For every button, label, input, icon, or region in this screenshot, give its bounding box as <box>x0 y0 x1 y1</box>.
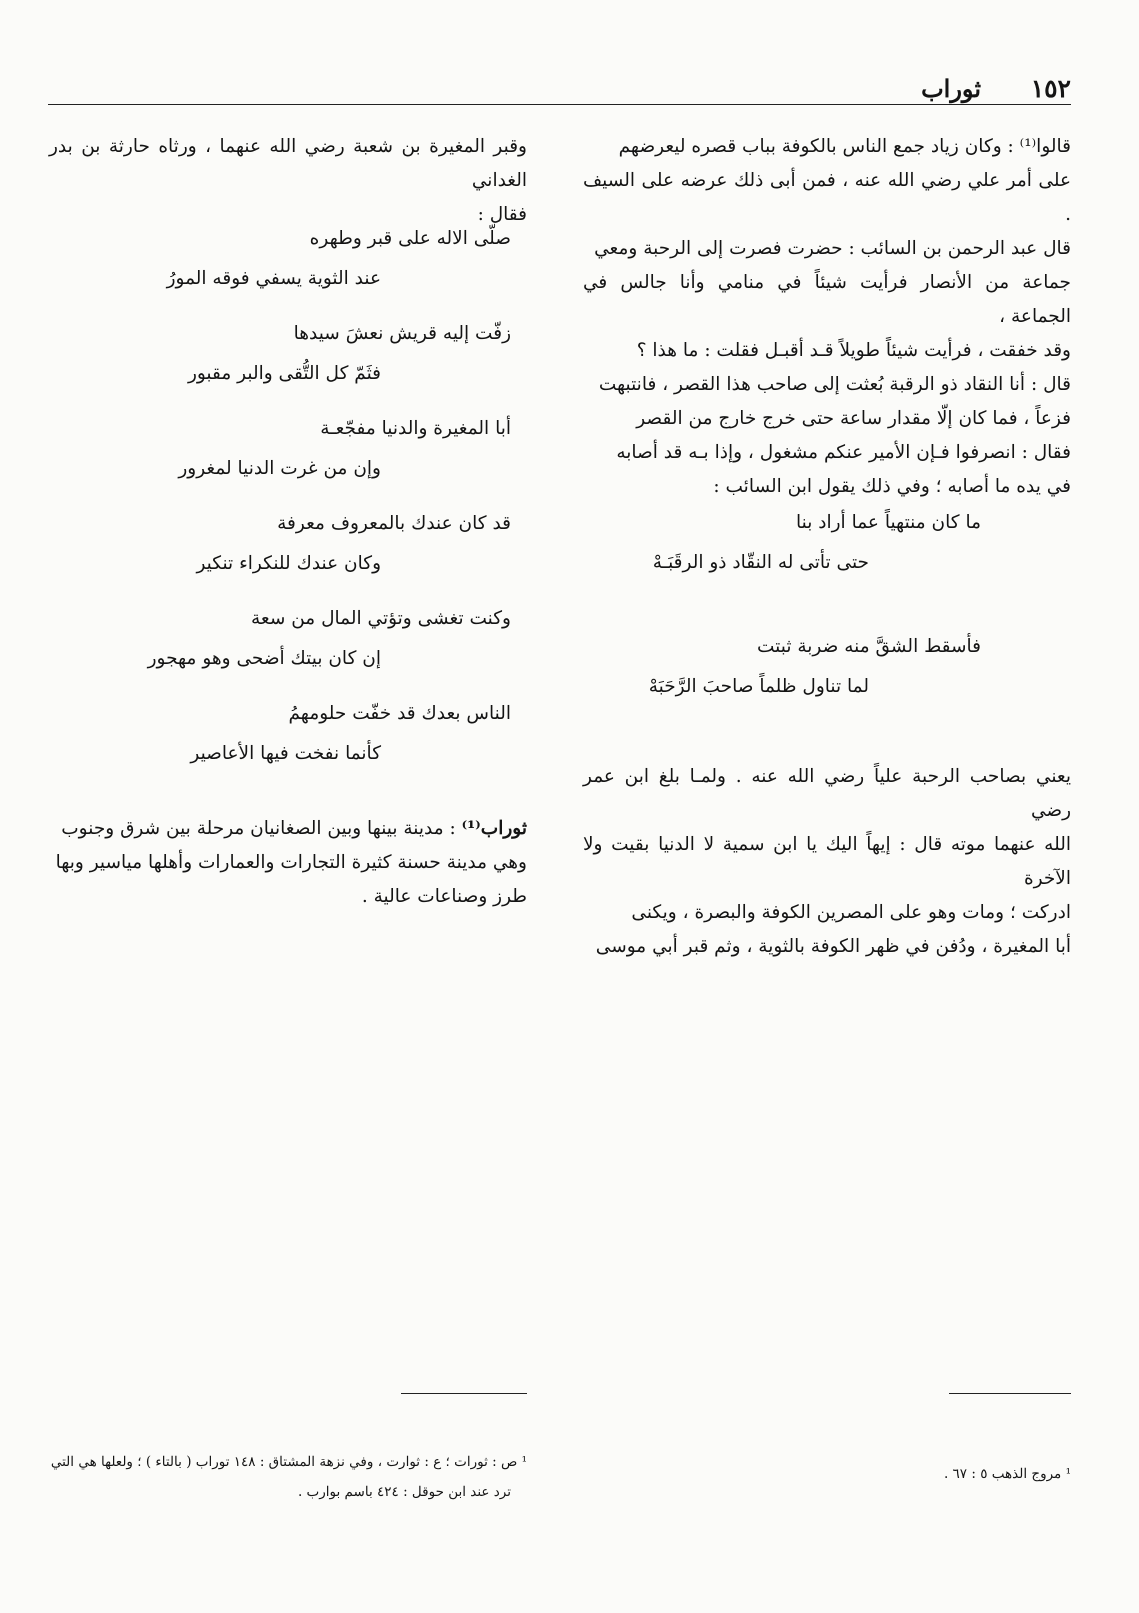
right-paragraph-1 <box>583 130 1071 504</box>
text-line: وقد خفقت ، فرأيت شيئاً طويلاً قـد أقبـل فقلت : ما هذا ؟ <box>636 340 1071 361</box>
poem-line: فأسقط الشقَّ منه ضربة ثبتت <box>756 636 981 657</box>
poem-line: حتى تأتى له النقّاد ذو الرقَبَـهْ <box>652 552 869 573</box>
poem-line: وكنت تغشى وتؤتي المال من سعة <box>251 608 511 629</box>
poem-line: كأنما نفخت فيها الأعاصير <box>190 743 381 764</box>
text-line: قال : أنا النقاد ذو الرقبة بُعثت إلى صاحب هذا القصر ، فانتبهت <box>598 374 1071 395</box>
text-line: أبا المغيرة ، ودُفن في ظهر الكوفة بالثوية ، وثم قبر أبي موسى <box>595 936 1071 957</box>
text-line: ثوراب⁽¹⁾ : مدينة بينها وبين الصغانيان مرحلة بين شرق وجنوب <box>61 818 527 839</box>
footnote-left-line-1: ¹ ص : ثورات ؛ ع : ثوارت ، وفي نزهة المشتاق : ١٤٨ توراب ( بالتاء ) ؛ ولعلها هي التي <box>50 1454 527 1470</box>
footnote-rule-right <box>949 1393 1071 1394</box>
text-line: الله عنهما موته قال : إيهاً اليك يا ابن سمية لا الدنيا بقيت ولا الآخرة <box>583 834 1071 889</box>
poem-line: إن كان بيتك أضحى وهو مهجور <box>147 648 381 669</box>
poem-line: فثَمّ كل التُّقى والبر مقبور <box>187 363 381 384</box>
text-line: قال عبد الرحمن بن السائب : حضرت فصرت إلى الرحبة ومعي <box>594 238 1071 259</box>
poem-line: وكان عندك للنكراء تنكير <box>196 553 381 574</box>
left-paragraph-1 <box>49 130 527 232</box>
right-paragraph-2 <box>583 760 1071 964</box>
poem-line: وإن من غرت الدنيا لمغرور <box>178 458 381 479</box>
text-line: في يده ما أصابه ؛ وفي ذلك يقول ابن السائب : <box>713 476 1071 497</box>
text-line: طرز وصناعات عالية . <box>361 886 527 907</box>
text-line: قالوا⁽¹⁾ : وكان زياد جمع الناس بالكوفة بباب قصره ليعرضهم <box>618 136 1071 157</box>
text-line: وقبر المغيرة بن شعبة رضي الله عنهما ، ورثاه حارثة بن بدر الغداني <box>49 136 527 191</box>
poem-line: عند الثوية يسفي فوقه المورُ <box>166 268 381 289</box>
left-entry-thawrab <box>49 812 527 914</box>
text-line: على أمر علي رضي الله عنه ، فمن أبى ذلك عرضه على السيف . <box>583 170 1071 225</box>
text-line: وهي مدينة حسنة كثيرة التجارات والعمارات وأهلها مياسير وبها <box>55 852 527 873</box>
page-number: ١٥٢ <box>1030 74 1071 103</box>
poem-line: زفّت إليه قريش نعشَ سيدها <box>293 323 511 344</box>
footnote-left-line-2: ترد عند ابن حوقل : ٤٢٤ باسم بوارب . <box>297 1484 511 1500</box>
poem-line: قد كان عندك بالمعروف معرفة <box>277 513 511 534</box>
text-line: فقال : انصرفوا فـإن الأمير عنكم مشغول ، وإذا بـه قد أصابه <box>616 442 1071 463</box>
poem-line: صلّى الاله على قبر وطهره <box>309 228 511 249</box>
poem-line: لما تناول ظلماً صاحبَ الرَّحَبَهْ <box>648 676 869 697</box>
poem-line: الناس بعدك قد خفّت حلومهمُ <box>288 703 511 724</box>
poem-line: أبا المغيرة والدنيا مفجّعـة <box>320 418 511 439</box>
header-rule <box>48 104 1071 105</box>
running-head: ثوراب <box>921 74 981 103</box>
right-column <box>583 130 1071 504</box>
footnote-right: ¹ مروج الذهب ٥ : ٦٧ . <box>943 1466 1071 1482</box>
text-line: ادركت ؛ ومات وهو على المصرين الكوفة والبصرة ، ويكنى <box>631 902 1071 923</box>
text-line: يعني بصاحب الرحبة علياً رضي الله عنه . ولمـا بلغ ابن عمر رضي <box>583 766 1071 821</box>
entry-headword: ثوراب⁽¹⁾ <box>461 818 527 839</box>
footnote-rule-left <box>401 1393 527 1394</box>
text-line: فقال : <box>477 204 527 225</box>
text-line: جماعة من الأنصار فرأيت شيئاً في منامي وأنا جالس في الجماعة ، <box>583 272 1071 327</box>
poem-line: ما كان منتهياً عما أراد بنا <box>796 512 981 533</box>
text-line: فزعاً ، فما كان إلّا مقدار ساعة حتى خرج خارج من القصر <box>636 408 1071 429</box>
page-header <box>48 74 1071 108</box>
